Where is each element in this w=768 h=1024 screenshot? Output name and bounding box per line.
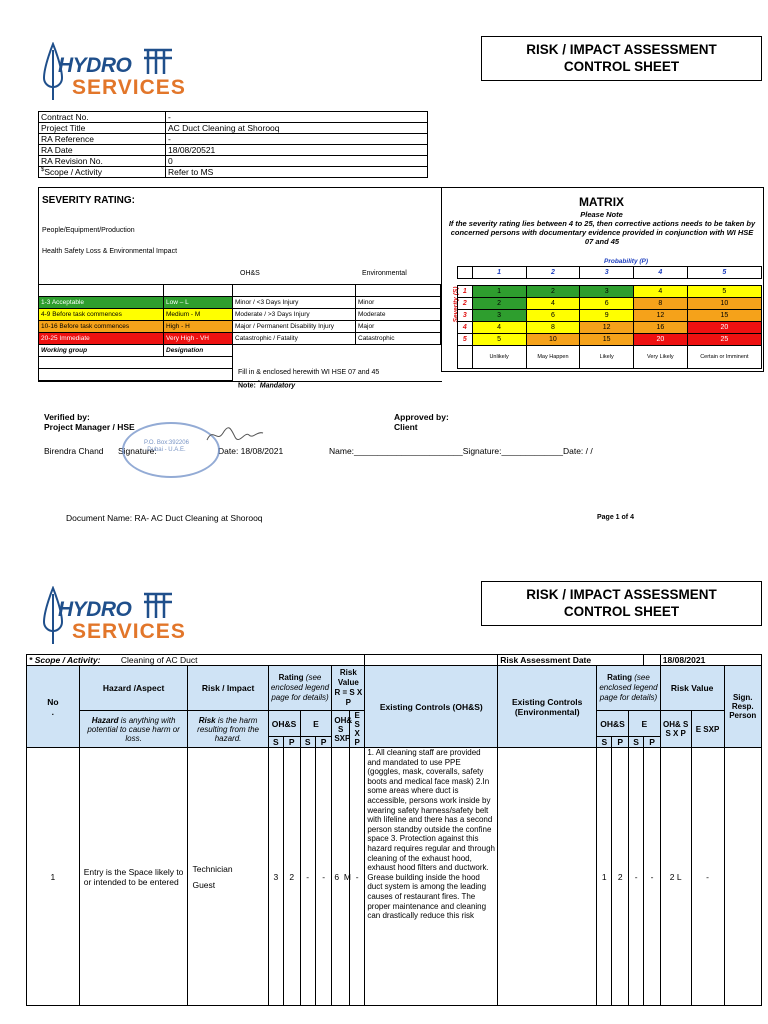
company-logo <box>38 38 186 108</box>
info-label: Contract No. <box>39 112 166 123</box>
document-title <box>481 36 762 81</box>
severity-env: Moderate <box>356 309 441 321</box>
info-row <box>39 156 428 167</box>
row-es2: - <box>628 748 643 1006</box>
matrix-please-note: Please Note <box>580 210 623 219</box>
col-rating: Rating (see enclosed legend page for details) <box>268 666 332 711</box>
blank-cell <box>458 346 473 369</box>
prob-header: 3 <box>580 267 634 279</box>
p2-label: P <box>612 737 628 748</box>
prob-header: 2 <box>526 267 580 279</box>
prob-word: Very Likely <box>634 346 688 369</box>
signature-scribble-icon <box>205 425 265 445</box>
project-info-table <box>38 111 428 178</box>
company-logo-2 <box>38 582 186 652</box>
s2-label: S <box>597 737 612 748</box>
risk-assessment-table <box>26 654 762 1006</box>
col-controls-env: Existing Controls (Environmental) <box>498 666 597 748</box>
rating2-ohs-label: OH&S <box>597 711 629 737</box>
severity-level: Very High - VH <box>164 333 233 345</box>
tower-icon <box>142 46 174 76</box>
matrix-row <box>458 298 762 310</box>
row-p: 2 <box>284 748 300 1006</box>
severity-ohs: Catastrophic / Fatality <box>233 333 356 345</box>
matrix-cell: 15 <box>580 334 634 346</box>
es-label: S <box>300 737 315 748</box>
severity-row <box>39 297 441 309</box>
prob-word: Certain or Imminent <box>687 346 761 369</box>
matrix-cell: 12 <box>580 322 634 334</box>
severity-axis-label: Severity (S) <box>452 286 460 323</box>
logo-text-bottom: SERVICES <box>72 76 186 99</box>
ep-label: P <box>315 737 331 748</box>
matrix-cell: 8 <box>634 298 688 310</box>
row-hazard: Entry is the Space likely to or intended to be entered <box>79 748 188 1006</box>
matrix-cell: 3 <box>580 286 634 298</box>
row-s: 3 <box>268 748 283 1006</box>
matrix-cell: 5 <box>472 334 526 346</box>
es2-label: S <box>628 737 643 748</box>
matrix-title: MATRIX <box>578 195 625 209</box>
risk-definition: Risk is the harm resulting from the hazard. <box>188 711 268 748</box>
col-hazard: Hazard /Aspect <box>79 666 188 711</box>
severity-ohs: Minor / <3 Days Injury <box>233 297 356 309</box>
row-no: 1 <box>27 748 80 1006</box>
severity-col-env: Environmental <box>362 270 407 277</box>
prob-word: Unlikely <box>472 346 526 369</box>
probability-label: Probability (P) <box>604 258 649 265</box>
matrix-spacer <box>458 279 762 286</box>
row-ep: - <box>315 748 331 1006</box>
sev-header: 2 <box>458 298 473 310</box>
severity-range: 20-25 Immediate <box>39 333 164 345</box>
row-ep2: - <box>644 748 660 1006</box>
severity-footnote-1: Fill in & enclosed herewith WI HSE 07 and 45 <box>238 369 380 376</box>
sev-header: 5 <box>458 334 473 346</box>
matrix-cell: 2 <box>526 286 580 298</box>
matrix-row <box>458 310 762 322</box>
col-sign: Sign. Resp. Person <box>724 666 762 748</box>
blank-cell <box>233 345 441 357</box>
rating2-e-label: E <box>628 711 660 737</box>
note-label: Note: <box>238 382 256 390</box>
info-row <box>39 134 428 145</box>
logo-text-top: HYDRO <box>58 598 132 621</box>
prob-header: 1 <box>472 267 526 279</box>
matrix-cell: 4 <box>472 322 526 334</box>
matrix-cell: 20 <box>634 334 688 346</box>
note-value: Mandatory <box>259 382 296 390</box>
verified-role: Project Manager / HSE <box>44 422 135 432</box>
ep2-label: P <box>644 737 660 748</box>
severity-subtitle-1: People/Equipment/Production <box>42 227 135 234</box>
severity-footnote-2 <box>238 380 295 389</box>
signature-label: Signature: <box>118 446 157 456</box>
info-row <box>39 167 428 178</box>
col-controls-ohs: Existing Controls (OH&S) <box>365 666 498 748</box>
row-rv2: 2 L <box>660 748 691 1006</box>
col-risk-value: Risk Value R = S X P <box>332 666 365 711</box>
stamp-text <box>144 440 189 454</box>
matrix-cell: 25 <box>687 334 761 346</box>
ra-date-value: 18/08/2021 <box>660 655 761 666</box>
approved-block <box>394 412 449 432</box>
matrix-header-row <box>458 267 762 279</box>
matrix-row <box>458 334 762 346</box>
severity-level: High - H <box>164 321 233 333</box>
severity-range: 4-9 Before task commences <box>39 309 164 321</box>
blank-cell <box>233 285 356 297</box>
sev-header: 3 <box>458 310 473 322</box>
prob-word: Likely <box>580 346 634 369</box>
matrix-note: If the severity rating lies between 4 to 25, then corrective actions needs to be taken by concerned persons with documentary evidence provided in conjunction with WI HSE 07 and 45 <box>448 219 756 246</box>
severity-env: Catastrophic <box>356 333 441 345</box>
prob-header: 4 <box>634 267 688 279</box>
severity-row <box>39 333 441 345</box>
severity-row <box>39 321 441 333</box>
info-label <box>39 167 166 178</box>
client-sign-line: Name:_______________________Signature:_____________Date: / / <box>329 446 593 456</box>
matrix-cell: 10 <box>687 298 761 310</box>
info-label: RA Revision No. <box>39 156 166 167</box>
table-row <box>27 748 762 1006</box>
rating-ohs-label: OH&S <box>268 711 300 737</box>
matrix-cell: 16 <box>634 322 688 334</box>
info-label-text: Scope / Activity <box>44 167 102 177</box>
document-title-2 <box>481 581 762 626</box>
matrix-words-row <box>458 346 762 369</box>
blank-cell <box>39 369 233 381</box>
info-value: - <box>166 134 428 145</box>
matrix-cell: 9 <box>580 310 634 322</box>
severity-col-ohs: OH&S <box>240 270 260 277</box>
matrix-spacer-row <box>458 279 762 286</box>
severity-blank-row <box>39 357 441 369</box>
col-no: No . <box>27 666 80 748</box>
severity-ohs: Moderate / >3 Days Injury <box>233 309 356 321</box>
prob-word: May Happen <box>526 346 580 369</box>
info-mark: $ <box>41 167 45 174</box>
matrix-cell: 8 <box>526 322 580 334</box>
row-es: - <box>300 748 315 1006</box>
row-risk: Technician Guest <box>188 748 268 1006</box>
document-name: Document Name: RA- AC Duct Cleaning at Shorooq <box>66 513 263 523</box>
row-rv-e: - <box>349 748 364 1006</box>
severity-range: 1-3 Acceptable <box>39 297 164 309</box>
ra-date-label: Risk Assessment Date <box>498 655 644 666</box>
info-value: Refer to MS <box>166 167 428 178</box>
scope-spacer <box>365 655 498 666</box>
approved-role: Client <box>394 422 418 432</box>
risk-matrix-table <box>457 266 762 369</box>
matrix-row <box>458 286 762 298</box>
matrix-cell: 5 <box>687 286 761 298</box>
working-group: Working group <box>39 345 164 357</box>
title-line-1: RISK / IMPACT ASSESSMENT <box>526 42 717 57</box>
verify-date: Date: 18/08/2021 <box>218 446 284 456</box>
tower-icon <box>142 590 174 620</box>
severity-table <box>38 284 441 381</box>
row-controls-env <box>498 748 597 1006</box>
severity-ohs: Major / Permanent Disability Injury <box>233 321 356 333</box>
stamp-line-1: P.O. Box:392206 <box>144 440 189 446</box>
info-row <box>39 123 428 134</box>
matrix-cell: 12 <box>634 310 688 322</box>
rv-e-sxp: E S X P <box>349 711 364 748</box>
matrix-cell: 15 <box>687 310 761 322</box>
blank-cell <box>164 285 233 297</box>
s-label: S <box>268 737 283 748</box>
logo-text-bottom: SERVICES <box>72 620 186 643</box>
verified-by-label: Verified by: <box>44 412 90 422</box>
row-rv-ohs: 6 M <box>332 748 350 1006</box>
blank-cell <box>39 285 164 297</box>
approved-by-label: Approved by: <box>394 412 449 422</box>
info-value: 18/08/20521 <box>166 145 428 156</box>
hazard-definition: Hazard is anything with potential to cause harm or loss. <box>79 711 188 748</box>
title-line-2: CONTROL SHEET <box>563 604 680 619</box>
matrix-cell: 6 <box>580 298 634 310</box>
severity-blank-row <box>39 285 441 297</box>
row-s2: 1 <box>597 748 612 1006</box>
matrix-cell: 4 <box>634 286 688 298</box>
row-p2: 2 <box>612 748 628 1006</box>
row-controls: 1. All cleaning staff are provided and mandated to use PPE (goggles, mask, coveralls, safety boots and medical face mask) 2.In some areas where duct is accessible, persons work inside by wearing safety harness/safety belt with lifeline and there has a second person standby outside the confine space 3. Protection against this hazard requires regular and through cleaning of the exhaust hood, exhaust hood filters and ductwork. Grease building inside the hood duct system is among the leading causes of restaurant fires. The proper maintenance and cleaning can drastically reduce this risk <box>365 748 498 1006</box>
info-label: RA Reference <box>39 134 166 145</box>
col-risk-value-2: Risk Value <box>660 666 724 711</box>
row-rv2-e: - <box>691 748 724 1006</box>
stamp-line-2: Dubai - U.A.E. <box>147 447 186 453</box>
scope-value: Cleaning of AC Duct <box>120 655 198 665</box>
info-value: 0 <box>166 156 428 167</box>
col-risk: Risk / Impact <box>188 666 268 711</box>
verified-block <box>44 412 135 432</box>
severity-heading: SEVERITY RATING: <box>42 195 135 206</box>
severity-level: Low – L <box>164 297 233 309</box>
sev-header: 1 <box>458 286 473 298</box>
ra-date-gap <box>644 655 660 666</box>
severity-env: Minor <box>356 297 441 309</box>
title-line-1: RISK / IMPACT ASSESSMENT <box>526 587 717 602</box>
title-line-2: CONTROL SHEET <box>563 59 680 74</box>
rv2-e-sxp: E SXP <box>691 711 724 748</box>
blank-cell <box>356 285 441 297</box>
logo-text-top: HYDRO <box>58 54 132 77</box>
matrix-cell: 4 <box>526 298 580 310</box>
blank-cell <box>39 357 233 369</box>
sev-header: 4 <box>458 322 473 334</box>
info-label: Project Title <box>39 123 166 134</box>
info-row <box>39 112 428 123</box>
col-rating-2: Rating (see enclosed legend page for details) <box>597 666 661 711</box>
matrix-cell: 6 <box>526 310 580 322</box>
matrix-cell: 1 <box>472 286 526 298</box>
severity-range: 10-16 Before task commences <box>39 321 164 333</box>
matrix-cell: 3 <box>472 310 526 322</box>
severity-subtitle-2: Health Safety Loss & Environmental Impact <box>42 248 178 255</box>
severity-env: Major <box>356 321 441 333</box>
designation: Designation <box>164 345 233 357</box>
severity-row <box>39 309 441 321</box>
rv-ohs-sxp: OH& S SXP <box>332 711 350 748</box>
info-value: AC Duct Cleaning at Shorooq <box>166 123 428 134</box>
note-mark: * <box>257 380 260 386</box>
matrix-cell: 20 <box>687 322 761 334</box>
matrix-row <box>458 322 762 334</box>
matrix-cell: 10 <box>526 334 580 346</box>
page-number: Page 1 of 4 <box>597 514 634 521</box>
prob-header: 5 <box>687 267 761 279</box>
row-sign <box>724 748 762 1006</box>
rv2-ohs-sxp: OH& S S X P <box>660 711 691 748</box>
working-group-row <box>39 345 441 357</box>
severity-level: Medium - M <box>164 309 233 321</box>
scope-cell <box>27 655 365 666</box>
verifier-name: Birendra Chand <box>44 446 104 456</box>
info-row <box>39 145 428 156</box>
rating-e-label: E <box>300 711 332 737</box>
info-label: RA Date <box>39 145 166 156</box>
scope-label: Scope / Activity: <box>34 655 101 665</box>
p-label: P <box>284 737 300 748</box>
matrix-cell: 2 <box>472 298 526 310</box>
info-value: - <box>166 112 428 123</box>
matrix-corner <box>458 267 473 279</box>
scope-mark: * <box>29 655 33 665</box>
